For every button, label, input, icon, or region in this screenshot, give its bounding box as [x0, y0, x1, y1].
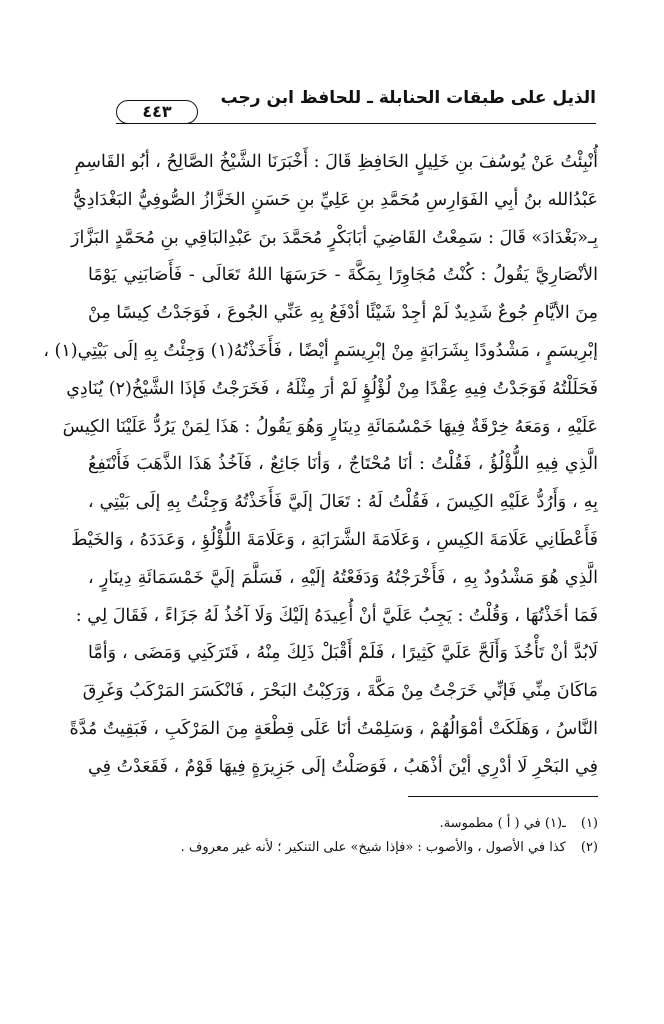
footnote-text: ـ(١) في ( أ ) مطموسة.: [439, 816, 566, 831]
running-header: [116, 86, 596, 121]
text-line: بِهِ ، وَأَرُدُّ عَلَيْهِ الكِيسَ ، فَقُلْتُ لَهُ : تَعَالَ إلَيَّ فَأَخَذْتُهُ وَجِئْتُ بِهِ إلَى بَيْتِي ،: [88, 492, 598, 513]
text-line: فِي البَحْرِ لَا أدْرِي أيْنَ أذْهَبُ ، فَوَصَلْتُ إلَى جَزِيرَةٍ فِيهَا قَوْمٌ ، فَقَعَدْتُ فِي: [88, 756, 598, 777]
text-line: الَّذِي هُوَ مَشْدُودٌ بِهِ ، فَأَخْرَجْتُهُ وَدَفَعْتُهُ إلَيْهِ ، فَسَلَّمَ إلَيَّ خَمْسَمَائَةِ دِينَارٍ ،: [88, 567, 598, 588]
text-line: عَلَيْهِ ، وَمَعَهُ خِرْقَةٌ فِيهَا خَمْسُمَائَةِ دِينَارٍ وَهُوَ يَقُولُ : هَذَا لِمَنْ يَرُدُّ عَلَيْنَا الكِيسَ: [62, 416, 598, 437]
text-line: لَابُدَّ أنْ تَأْخُذَ وَأَلَحَّ عَلَيَّ كَثِيرًا ، فَلَمْ أَقْبَلْ ذَلِكَ مِنْهُ ، فَتَرَكَنِي وَمَضَى ، وَأمَّا: [88, 643, 598, 664]
page-number: ٤٤٣: [116, 100, 198, 124]
footnotes: [98, 812, 598, 860]
text-line: الَّذِي فِيهِ اللُّؤْلُؤُ ، فَقُلْتُ : أنَا مُحْتَاجٌ ، وَأنَا جَائِعٌ ، فَآخُذُ هَذَا الذَّهَبَ فَأَنْتَفِعُ: [88, 454, 598, 475]
text-line: بِـ«بَغْدَادَ» قَالَ : سَمِعْتُ القَاضِيَ أبَابَكْرٍ مُحَمَّدَ بنَ عَبْدِالبَاقِي بنِ مُحَمَّدٍ البَزَّازَ: [71, 227, 598, 248]
text-line: فَأَعْطَانِي عَلَامَةَ الكِيسِ ، وَعَلَامَةَ الشَّرَابَةِ ، وَعَلَامَةَ اللُّؤْلُؤِ ، وَعَدَدَهُ ، وَالخَيْطَ: [71, 529, 598, 550]
text-line: فَمَا أخَذْتُهَا ، وَقُلْتُ : يَجِبُ عَلَيَّ أنْ أُعِيدَهُ إلَيْكَ وَلَا آخُذُ لَهُ جَزَاءً ، فَقَالَ لِي :: [75, 605, 598, 626]
running-title: الذيل على طبقات الحنابلة ـ للحافظ ابن رجب: [220, 88, 596, 108]
text-line: أُنْبِئْتُ عَنْ يُوسُفَ بنِ خَلِيلٍ الحَافِظِ قَالَ : أَخْبَرَنَا الشَّيْخُ الصَّالِحُ ، أبُو القَاسِمِ: [74, 152, 598, 172]
body-text: [43, 144, 598, 787]
text-line: مَاكَانَ مِنِّي فَإنِّي خَرَجْتُ مِنْ مَكَّةَ ، وَرَكِبْتُ البَحْرَ ، فَانْكَسَرَ المَرْكَبُ وَغَرِقَ: [82, 681, 598, 702]
footnote-number: (٢): [580, 840, 598, 855]
footnote-separator: [408, 796, 598, 797]
text-line: النَّاسُ ، وَهَلَكَتْ أمْوَالُهُمْ ، وَسَلِمْتُ أنَا عَلَى قِطْعَةٍ مِنَ المَرْكَبِ ، فَبَقِيتُ مُدَّةً: [69, 718, 598, 739]
footnote-number: (١): [580, 816, 598, 831]
footnote-text: كذا في الأصول ، والأصوب : «فإذا شيخ» على التنكير ؛ لأنه غير معروف .: [180, 840, 566, 855]
footnote-2: [98, 836, 598, 860]
text-line: عَبْدُالله بنُ أبِي الفَوَارِسِ مُحَمَّدِ بنِ عَلِيِّ بنِ حَسَنٍ الخَزَّازُ الصُّوفِيُّ البَغْدَادِيُّ: [73, 189, 598, 210]
text-line: فَحَلَلْتُهُ فَوَجَدْتُ فِيهِ عِقْدًا مِنْ لُؤْلُؤٍ لَمْ أرَ مِثْلَهُ ، فَخَرَجْتُ فَإذَا الشَّيْخُ(٢) يُنَادِي: [66, 378, 598, 399]
text-line: الأنْصَارِيَّ يَقُولُ : كُنْتُ مُجَاوِرًا بِمَكَّةَ - حَرَسَهَا اللهُ تَعَالَى - فَأَصَابَنِي يَوْمًا: [88, 265, 598, 286]
footnote-1: [98, 812, 598, 836]
text-line: إبْرِيسَمٍ ، مَشْدُودًا بِشَرَابَةٍ مِنْ إبْرِيسَمٍ أيْضًا ، فَأَخَذْتُهُ(١) وَجِئْتُ بِهِ إلَى بَيْتِي(١) ،: [43, 340, 598, 361]
text-line: مِنَ الأيَّامِ جُوعٌ شَدِيدٌ لَمْ أجِدْ شَيْئًا أدْفَعُ بِهِ عَنِّي الجُوعَ ، فَوَجَدْتُ كِيسًا مِنْ: [88, 303, 598, 324]
